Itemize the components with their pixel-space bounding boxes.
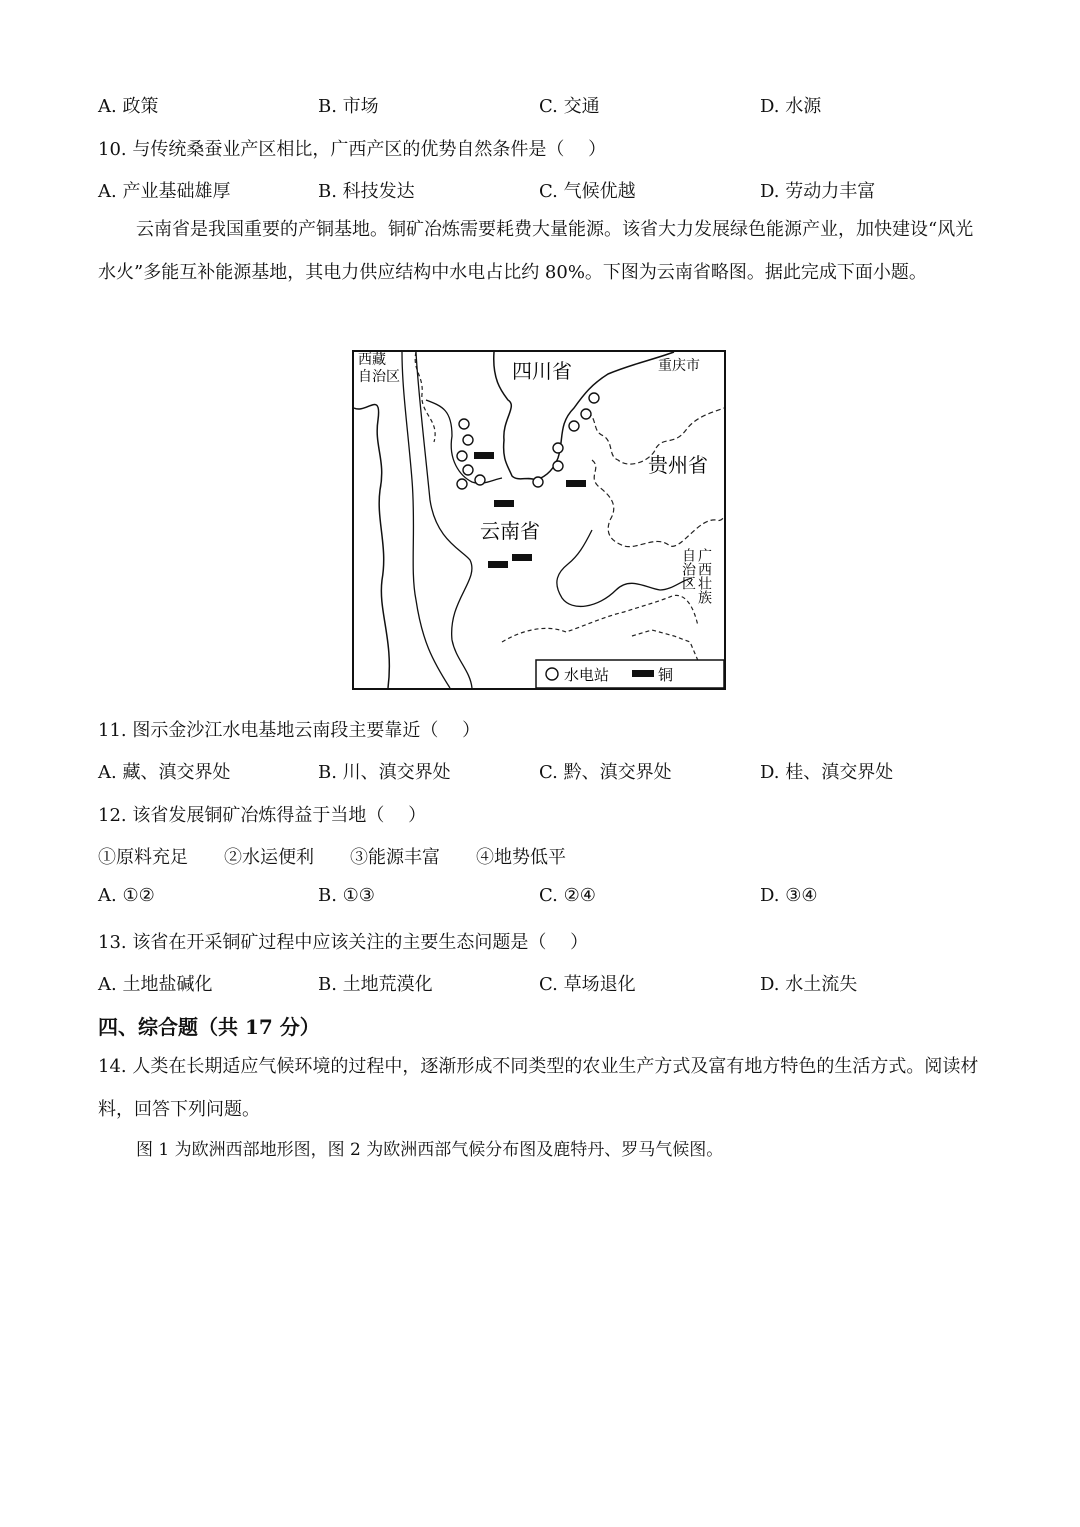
q10-option-b: B. 科技发达 (318, 181, 415, 202)
legend-copper-icon (632, 670, 654, 677)
label-guangxi-1: 广西壮族 (696, 548, 712, 604)
q12-option-b: B. ①③ (318, 885, 375, 906)
legend-hydro-icon (546, 668, 558, 680)
legend-hydro-label: 水电站 (564, 666, 610, 684)
q9-option-c: C. 交通 (539, 96, 600, 117)
copper-bar-icon (474, 452, 494, 459)
copper-bar-icon (512, 554, 532, 561)
q10-stem: 10. 与传统桑蚕业产区相比，广西产区的优势自然条件是（ ） (98, 139, 607, 160)
q10-option-d: D. 劳动力丰富 (760, 181, 876, 202)
map-svg (352, 350, 726, 690)
q11-option-a: A. 藏、滇交界处 (98, 762, 231, 783)
passage-text: 云南省是我国重要的产铜基地。铜矿冶炼需要耗费大量能源。该省大力发展绿色能源产业，加快建设“风光水火”多能互补能源基地，其电力供应结构中水电占比约 80%。下图为云南省略图。据此完成下面小题。 (98, 219, 974, 283)
label-yunnan: 云南省 (480, 519, 540, 543)
q9-option-d: D. 水源 (760, 96, 822, 117)
copper-bar-icon (488, 561, 508, 568)
label-chongqing: 重庆市 (658, 358, 700, 374)
hydro-station-icon (533, 477, 543, 487)
hydro-station-icon (553, 443, 563, 453)
q11-option-c: C. 黔、滇交界处 (539, 762, 672, 783)
q12-option-c: C. ②④ (539, 885, 596, 906)
q11-stem: 11. 图示金沙江水电基地云南段主要靠近（ ） (98, 720, 481, 741)
hydro-station-icon (569, 421, 579, 431)
passage (98, 208, 982, 294)
hydro-station-icon (463, 465, 473, 475)
label-guangxi-2: 自治区 (680, 548, 696, 590)
hydro-station-icon (463, 435, 473, 445)
q9-option-b: B. 市场 (318, 96, 379, 117)
q10-option-a: A. 产业基础雄厚 (98, 181, 231, 202)
map-legend (536, 660, 724, 688)
q11-option-b: B. 川、滇交界处 (318, 762, 451, 783)
section-heading: 四、综合题（共 17 分） (98, 1015, 320, 1039)
hydro-station-icon (581, 409, 591, 419)
q12-option-a: A. ①② (98, 885, 155, 906)
q13-option-a: A. 土地盐碱化 (98, 974, 213, 995)
legend-copper-label: 铜 (658, 666, 674, 684)
q14-material (98, 1129, 982, 1172)
q12-stem: 12. 该省发展铜矿冶炼得益于当地（ ） (98, 805, 427, 826)
q14-stem: 14. 人类在长期适应气候环境的过程中，逐渐形成不同类型的农业生产方式及富有地方特色的生活方式。阅读材料，回答下列问题。 (98, 1056, 979, 1120)
label-guizhou: 贵州省 (648, 453, 708, 477)
hydro-station-icon (589, 393, 599, 403)
hydro-station-icon (457, 479, 467, 489)
q12-option-d: D. ③④ (760, 885, 818, 906)
q13-stem: 13. 该省在开采铜矿过程中应该关注的主要生态问题是（ ） (98, 932, 589, 953)
q12-choices: ①原料充足 ②水运便利 ③能源丰富 ④地势低平 (98, 847, 566, 868)
q10-option-c: C. 气候优越 (539, 181, 636, 202)
q11-option-d: D. 桂、滇交界处 (760, 762, 894, 783)
label-sichuan: 四川省 (512, 359, 572, 383)
hydro-station-icon (457, 451, 467, 461)
hydro-station-icon (475, 475, 485, 485)
copper-bar-icon (494, 500, 514, 507)
q13-option-c: C. 草场退化 (539, 974, 636, 995)
q14-material-text: 图 1 为欧洲西部地形图，图 2 为欧洲西部气候分布图及鹿特丹、罗马气候图。 (136, 1140, 724, 1160)
hydro-station-icon (553, 461, 563, 471)
q9-option-a: A. 政策 (98, 96, 159, 117)
q13-option-d: D. 水土流失 (760, 974, 858, 995)
copper-bar-icon (566, 480, 586, 487)
q13-option-b: B. 土地荒漠化 (318, 974, 433, 995)
label-tibet-2: 自治区 (358, 369, 400, 385)
label-tibet-1: 西藏 (358, 352, 386, 368)
hydro-station-icon (459, 419, 469, 429)
yunnan-map (352, 350, 726, 690)
